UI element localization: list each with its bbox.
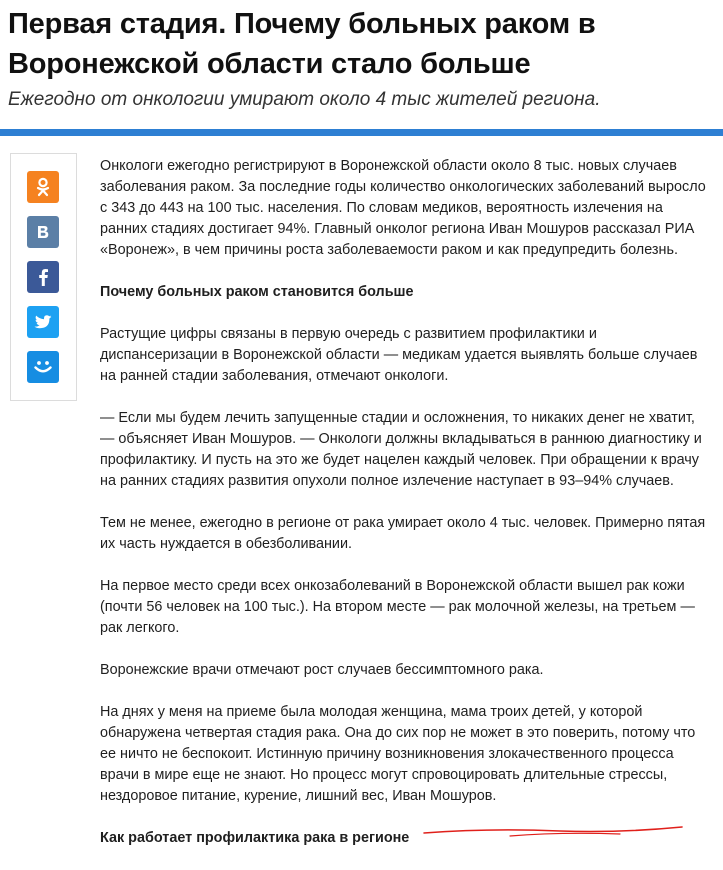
share-facebook-button[interactable] [27, 261, 59, 293]
article-paragraph: Тем не менее, ежегодно в регионе от рака умирает около 4 тыс. человек. Примерно пятая их часть нуждается в обезболивании. [100, 515, 706, 552]
share-panel [10, 153, 77, 401]
article-paragraph: Воронежские врачи отмечают рост случаев бессимптомного рака. [100, 662, 544, 678]
moimir-icon [33, 359, 53, 375]
section-heading: Почему больных раком становится больше [100, 284, 414, 300]
article-paragraph: На первое место среди всех онкозаболеваний в Воронежской области вышел рак кожи (почти 56 человек на 100 тыс.). На втором месте — рак молочной железы, на третьем — рак легкого. [100, 578, 695, 636]
article-paragraph: На днях у меня на приеме была молодая женщина, мама троих детей, у которой обнаружена четвертая стадия рака. Она до сих пор не может в это поверить, потому что ее ничто не беспокоит. Истинную причину возникновения злокачественного процесса врачи в мире еще не знают. Но процесс могут спровоцировать длительные стрессы, нездоровое питание, курение, лишний вес, Иван Мошуров. [100, 704, 696, 804]
article-paragraph: Растущие цифры связаны в первую очередь с развитием профилактики и диспансеризации в Воронежской области — медикам удается выявлять больше случаев на ранней стадии заболевания, отмечают онкологи. [100, 326, 698, 384]
facebook-icon [37, 268, 49, 286]
article-paragraph: — Если мы будем лечить запущенные стадии и осложнения, то никаких денег не хватит, — объясняет Иван Мошуров. — Онкологи должны вкладываться в раннюю диагностику и профилактику. И пусть на это же будет нацелен каждый человек. При обращении к врачу на ранних стадиях развития опухоли полное излечение наступает в 93–94% случаев. [100, 410, 702, 489]
article-title: Первая стадия. Почему больных раком в Воронежской области стало больше [8, 8, 596, 80]
article-body [100, 156, 710, 870]
share-odnoklassniki-button[interactable] [27, 171, 59, 203]
section-heading: Как работает профилактика рака в регионе [100, 830, 410, 846]
vk-icon [35, 224, 51, 240]
odnoklassniki-icon [34, 177, 52, 197]
article-lead: Ежегодно от онкологии умирают около 4 тыс жителей региона. [8, 89, 601, 110]
twitter-icon [34, 315, 52, 330]
article-paragraph: Онкологи ежегодно регистрируют в Воронежской области около 8 тыс. новых случаев заболевания раком. За последние годы количество онкологических заболеваний выросло с 343 до 443 на 100 тыс. населения. По словам медиков, вероятность излечения на ранних стадиях достигает 94%. Главный онколог региона Иван Мошуров рассказал РИА «Воронеж», в чем причины роста заболеваемости раком и как предупредить болезнь. [100, 158, 706, 258]
share-twitter-button[interactable] [27, 306, 59, 338]
accent-divider [0, 129, 723, 136]
share-vk-button[interactable] [27, 216, 59, 248]
share-moimir-button[interactable] [27, 351, 59, 383]
